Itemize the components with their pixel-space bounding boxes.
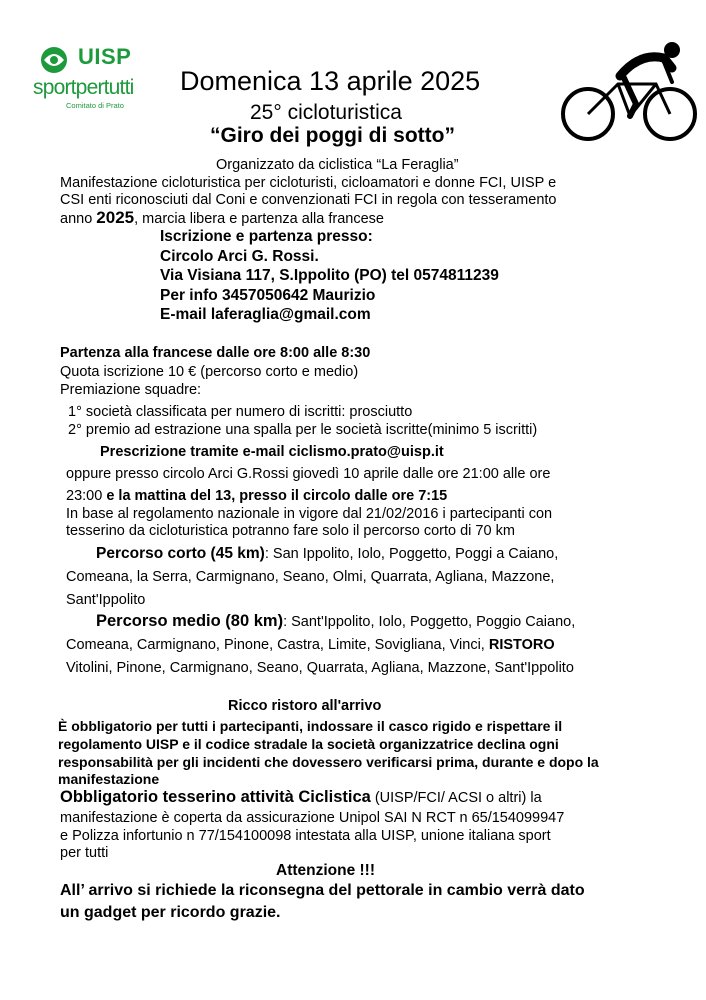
card-requirement: Obbligatorio tesserino attività Ciclistica (UISP/FCI/ ACSI o altri) la (60, 788, 542, 806)
organizer: Organizzato da ciclistica “La Feraglia” (216, 157, 459, 173)
logo-committee: Comitato di Prato (66, 101, 124, 110)
intro-line-1: Manifestazione cicloturistica per cicloturisti, cicloamatori e donne FCI, UISP e (60, 175, 557, 191)
registration-venue: Circolo Arci G. Rossi. (160, 248, 319, 265)
safety-line-3: responsabilità per gli incidenti che dovessero verificarsi prima, durante e dopo la (58, 754, 599, 770)
cyclist-icon (560, 24, 700, 152)
safety-line-1: È obbligatorio per tutti i partecipanti, indossare il casco rigido e rispettare il (58, 718, 563, 734)
registration-fee: Quota iscrizione 10 € (percorso corto e medio) (60, 364, 359, 380)
awards-heading: Premiazione squadre: (60, 382, 202, 398)
registration-info: Per info 3457050642 Maurizio (160, 287, 376, 304)
intro-line-3: anno 2025, marcia libera e partenza alla francese (60, 208, 384, 227)
medium-route-line-1: Percorso medio (80 km): Sant'Ippolito, Iolo, Poggetto, Poggio Caiano, (96, 612, 576, 630)
insurance-line-1: manifestazione è coperta da assicurazione Unipol SAI N RCT n 65/154099947 (60, 810, 565, 826)
prize-1: 1° società classificata per numero di iscritti: prosciutto (68, 404, 413, 420)
prescription-line-2: 23:00 e la mattina del 13, presso il circolo dalle ore 7:15 (66, 488, 448, 504)
notice-line-1: All’ arrivo si richiede la riconsegna del pettorale in cambio verrà dato (60, 882, 585, 899)
short-route-line-3: Sant'Ippolito (66, 592, 146, 608)
notice-line-2: un gadget per ricordo grazie. (60, 904, 281, 921)
logo-brand: UISP (78, 44, 132, 69)
rule-line-1: In base al regolamento nazionale in vigore dal 21/02/2016 i partecipanti con (66, 506, 553, 522)
safety-line-4: manifestazione (58, 771, 160, 787)
short-route-line-1: Percorso corto (45 km): San Ippolito, Iolo, Poggetto, Poggi a Caiano, (96, 545, 559, 562)
page-title: Domenica 13 aprile 2025 (180, 66, 481, 96)
prize-2: 2° premio ad estrazione una spalla per le società iscritte(minimo 5 iscritti) (68, 422, 538, 438)
insurance-line-3: per tutti (60, 845, 109, 861)
medium-route-line-2: Comeana, Carmignano, Pinone, Castra, Limite, Sovigliana, Vinci, RISTORO (66, 637, 555, 653)
registration-email: E-mail laferaglia@gmail.com (160, 306, 371, 323)
prescription-line-1: oppure presso circolo Arci G.Rossi giovedì 10 aprile dalle ore 21:00 alle ore (66, 466, 551, 482)
intro-line-2: CSI enti riconosciuti dal Coni e convenzionati FCI in regola con tesseramento (60, 192, 557, 208)
medium-route-line-3: Vitolini, Pinone, Carmignano, Seano, Quarrata, Agliana, Mazzone, Sant'Ippolito (66, 660, 574, 676)
rule-line-2: tesserino da cicloturistica potranno fare solo il percorso corto di 70 km (66, 523, 515, 539)
event-name: “Giro dei poggi di sotto” (210, 124, 455, 147)
registration-address: Via Visiana 117, S.Ippolito (PO) tel 0574811239 (160, 267, 499, 284)
short-route-line-2: Comeana, la Serra, Carmignano, Seano, Olmi, Quarrata, Agliana, Mazzone, (66, 569, 555, 585)
prescription-heading: Prescrizione tramite e-mail ciclismo.prato@uisp.it (100, 444, 444, 460)
logo-tagline: sportpertutti (33, 76, 134, 99)
registration-heading: Iscrizione e partenza presso: (160, 228, 373, 245)
ristoro-heading: Ricco ristoro all'arrivo (228, 698, 382, 714)
edition-subtitle: 25° cicloturistica (250, 101, 402, 124)
notice-heading: Attenzione !!! (276, 862, 376, 879)
safety-line-2: regolamento UISP e il codice stradale la società organizzatrice declina ogni (58, 736, 559, 752)
insurance-line-2: e Polizza infortunio n 77/154100098 intestata alla UISP, unione italiana sport (60, 828, 551, 844)
departure-time: Partenza alla francese dalle ore 8:00 alle 8:30 (60, 345, 371, 361)
